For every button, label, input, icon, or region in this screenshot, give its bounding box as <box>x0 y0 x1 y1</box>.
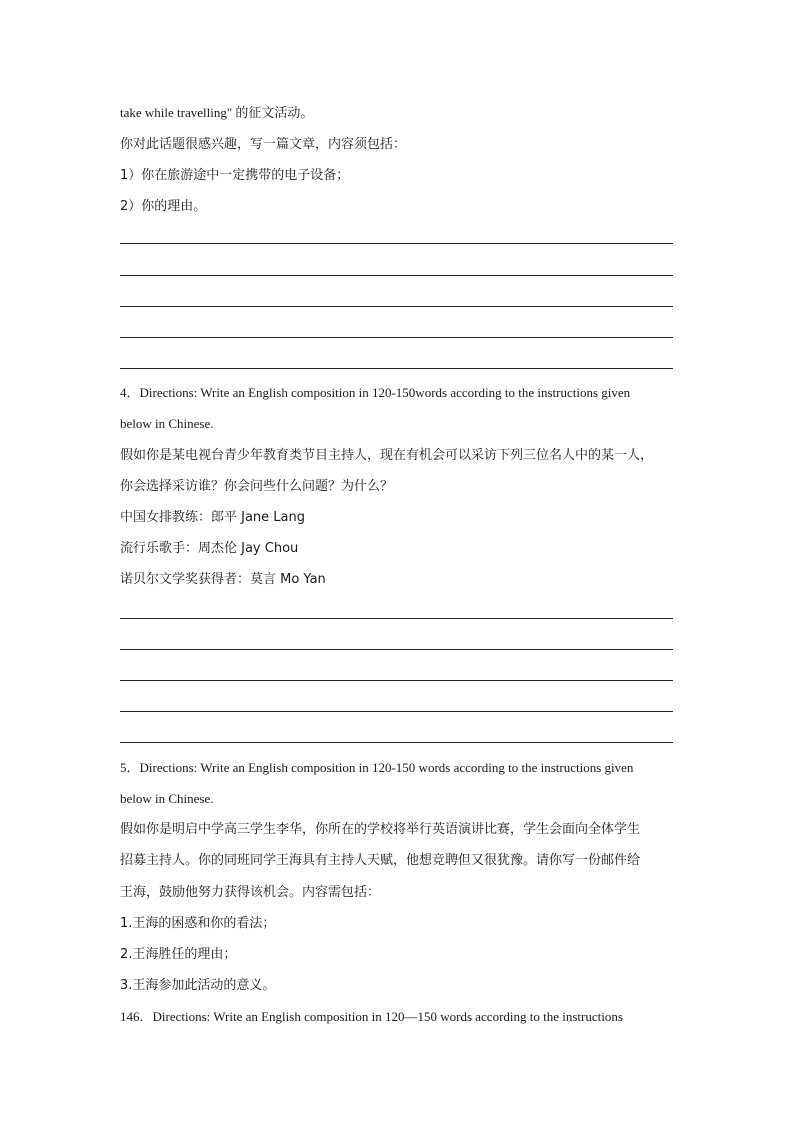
section5-prompt-line3: 王海，鼓励他努力获得该机会。内容需包括： <box>120 885 381 900</box>
section3-line2: 你对此话题很感兴趣，写一篇文章，内容须包括： <box>120 137 407 152</box>
answer-line <box>120 275 673 276</box>
section5-prompt-line2: 招募主持人。你的同班同学王海具有主持人天赋，他想竞聘但又很犹豫。请你写一份邮件给 <box>120 853 641 868</box>
answer-line <box>120 618 673 619</box>
answer-line <box>120 680 673 681</box>
section5-prompt-line1: 假如你是明启中学高三学生李华，你所在的学校将举行英语演讲比赛，学生会面向全体学生 <box>120 822 641 837</box>
section4-option1: 中国女排教练：郎平 Jane Lang <box>120 510 306 525</box>
answer-line <box>120 337 673 338</box>
section4-prompt-line1: 假如你是某电视台青少年教育类节目主持人，现在有机会可以采访下列三位名人中的某一人， <box>120 448 654 463</box>
section4-prompt-line2: 你会选择采访谁？你会问些什么问题？为什么？ <box>120 479 394 494</box>
section4-option3: 诺贝尔文学奖获得者：莫言 Mo Yan <box>120 572 326 587</box>
answer-line <box>120 711 673 712</box>
section5-directions-line2: below in Chinese. <box>120 791 214 806</box>
section3-point1: 1）你在旅游途中一定携带的电子设备； <box>120 168 350 183</box>
answer-line <box>120 243 673 244</box>
section5-point1: 1.王海的困惑和你的看法； <box>120 916 276 931</box>
answer-line <box>120 649 673 650</box>
section5-point2: 2.王海胜任的理由； <box>120 947 237 962</box>
answer-line <box>120 742 673 743</box>
section4-directions-line2: below in Chinese. <box>120 416 214 431</box>
section3-point2: 2）你的理由。 <box>120 199 207 214</box>
section146-directions-line1: 146．Directions: Write an English composition in 120—150 words according to the instructions <box>120 1009 623 1024</box>
answer-line <box>120 368 673 369</box>
section5-directions-line1: 5．Directions: Write an English composition in 120-150 words according to the instructions given <box>120 760 634 775</box>
answer-line <box>120 306 673 307</box>
section5-point3: 3.王海参加此活动的意义。 <box>120 978 276 993</box>
section4-option2: 流行乐歌手：周杰伦 Jay Chou <box>120 541 299 556</box>
section3-line1: take while travelling" 的征文活动。 <box>120 105 314 120</box>
section4-directions-line1: 4．Directions: Write an English composition in 120-150words according to the instructions given <box>120 385 631 400</box>
